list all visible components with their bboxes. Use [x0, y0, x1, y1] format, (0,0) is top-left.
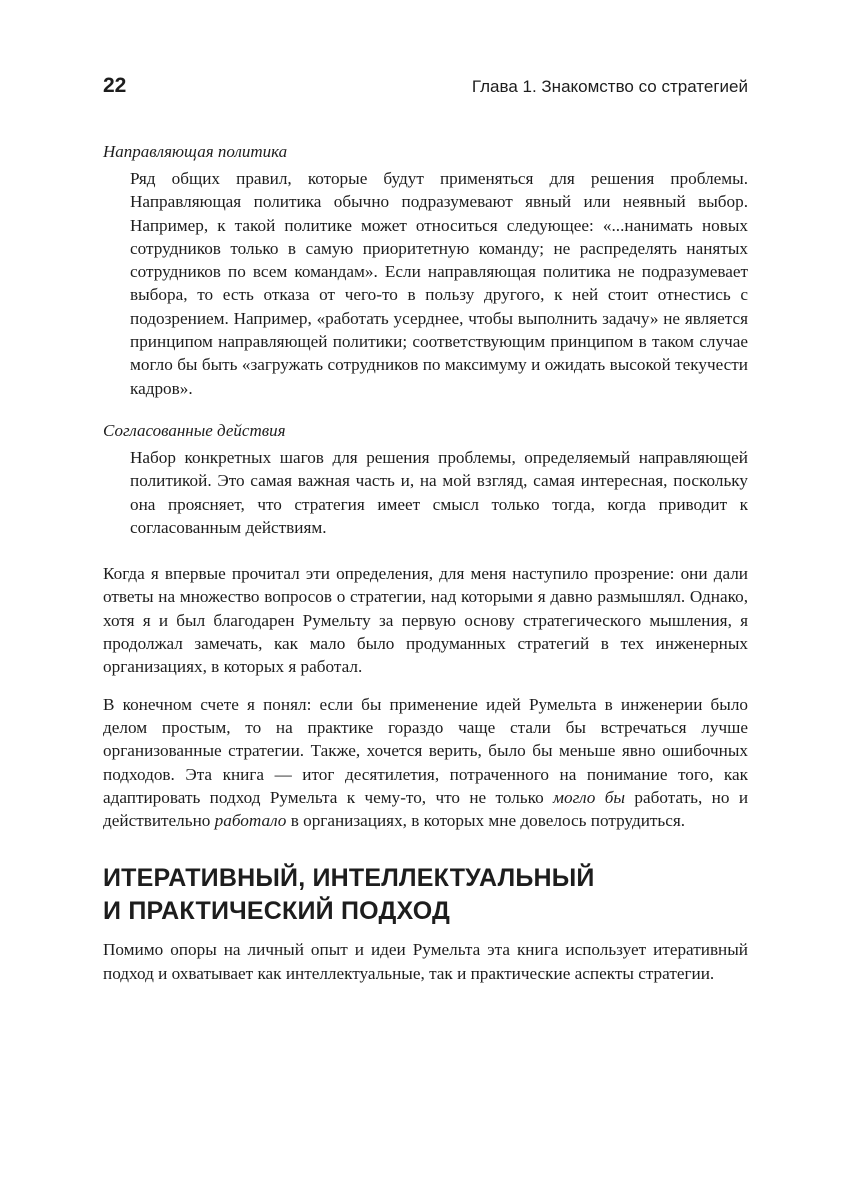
- paragraph-text: В конечном счете я понял: если бы применение идей Румельта в инженерии было делом простым, то на практике гораздо чаще стали бы встречаться лучше организованные стратегии. Также, хочется верить, было бы меньше явно ошибочных подходов. Эта книга — итог десятилетия, потраченного на понимание того, как адаптировать подход Румельта к чему-то, что не только: [103, 694, 748, 807]
- page-header: [103, 74, 748, 100]
- definition-term: Направляющая политика: [103, 142, 288, 161]
- definition-guiding-policy: [103, 140, 748, 400]
- paragraph: [103, 693, 748, 833]
- paragraph-text: в организациях, в которых мне довелось потрудиться.: [286, 811, 686, 831]
- paragraph: Когда я впервые прочитал эти определения, для меня наступило прозрение: они дали ответы на множество вопросов о стратегии, над которыми я давно размышлял. Однако, хотя я и был благодарен Румельту за первую основу стратегического мышления, я продолжал замечать, как мало было продуманных стратегий в тех инженерных организациях, в которых я работал.: [103, 564, 748, 677]
- italic-emphasis: могло бы: [553, 787, 626, 807]
- paragraph: Помимо опоры на личный опыт и идеи Румельта эта книга использует итеративный подход и охватывает как интеллектуальные, так и практические аспекты стратегии.: [103, 940, 748, 983]
- definition-term: Согласованные действия: [103, 420, 286, 440]
- page-content: [103, 140, 748, 985]
- section-heading-line: ИТЕРАТИВНЫЙ, ИНТЕЛЛЕКТУАЛЬНЫЙ: [103, 864, 595, 893]
- page-number: 22: [103, 74, 127, 97]
- definition-body: Набор конкретных шагов для решения проблемы, определяемый направляющей политикой. Это самая важная часть и, на мой взгляд, самая интересная, поскольку она проясняет, что стратегия имеет смысл только тогда, когда приводит к согласованным действиям.: [130, 447, 748, 537]
- section-heading-line: И ПРАКТИЧЕСКИЙ ПОДХОД: [103, 897, 451, 926]
- italic-emphasis: работало: [214, 811, 287, 831]
- definition-body: Ряд общих правил, которые будут применяться для решения проблемы. Направляющая политика обычно подразумевают явный или неявный выбор. Например, к такой политике может относиться следующее: «...нанимать новых сотрудников только в самую приоритетную команду; не распределять нанятых сотрудников по всем командам». Если направляющая политика не подразумевает выбора, то есть отказа от чего-то в пользу другого, к ней стоит отнестись с подозрением. Например, «работать усерднее, чтобы выполнить задачу» не является принципом направляющей политики; соответствующим принципом в таком случае могло бы быть «загружать сотрудников по максимуму и ожидать высокой текучести кадров».: [130, 169, 748, 398]
- paragraph-text: работать, но и действительно: [103, 787, 749, 831]
- section-heading: [103, 862, 748, 928]
- definition-coherent-actions: [103, 419, 748, 539]
- running-head: Глава 1. Знакомство со стратегией: [471, 77, 748, 96]
